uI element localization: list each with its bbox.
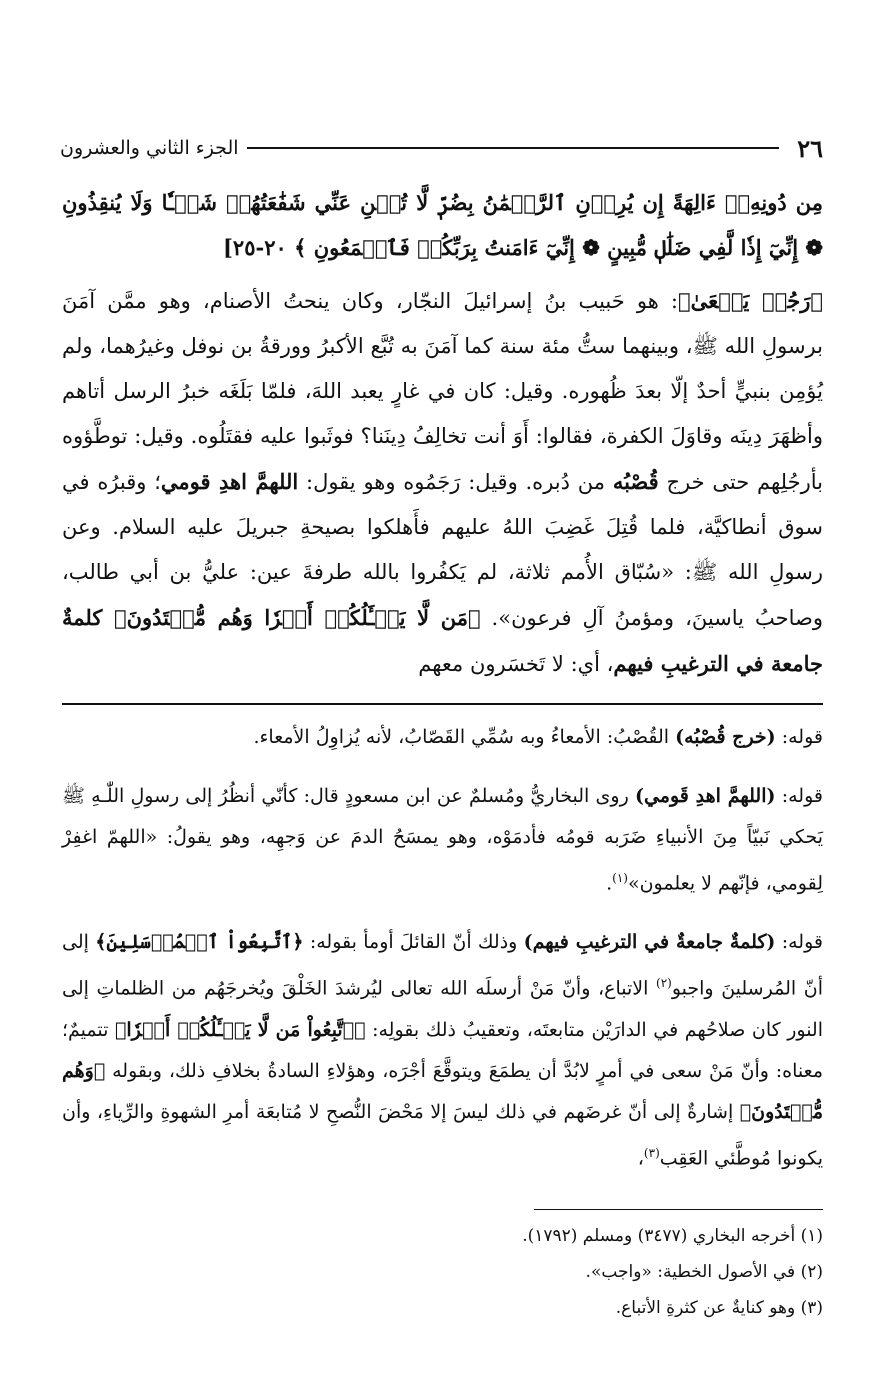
footnote-ref-2[interactable]: (٢): [656, 976, 672, 991]
note-3-verse-1: ﴿ٱتَّبِعُواْ ٱلۡمُرۡسَلِينَ﴾: [95, 931, 304, 954]
verse-line-2: إِنِّيٓ إِذٗا لَّفِي ضَلَٰلٖ مُّبِينٍ ❁ إِنِّيٓ ءَامَنتُ بِرَبِّكُمۡ فَٱسۡمَعُونِ ﴾ ٢٠-٢٥]: [222, 235, 799, 260]
note-3-text-e: إشارةٌ إلى أنّ غرضَهم في ذلك ليسَ إلا مَحْضَ النُّصحِ لا مُتابعَة أمرِ الشهوةِ والرِّياءِ، وأن يكونوا مُوطَّئي العَقِب: [62, 1100, 823, 1169]
page-number: ٢٦: [797, 133, 823, 163]
commentary-text-2: من دُبره. وقيل: رَجَمُوه وهو يقول:: [298, 470, 613, 494]
note-2-bold: (اللهمَّ اهدِ قَومي): [634, 785, 776, 807]
note-1-text: القُصْبُ: الأمعاءُ وبه سُمِّي القَصّابُ، لأنه يُزاوِلُ الأمعاء.: [253, 726, 676, 748]
commentary-bold-1: قُصْبُه: [612, 469, 659, 494]
footnote-1: (١) أخرجه البخاري (٣٤٧٧) ومسلم (١٧٩٢).: [522, 1225, 823, 1246]
gloss-note-1: [62, 717, 823, 758]
commentary-text-4: ، أي: لا تَخسَرون معهم: [418, 652, 614, 676]
note-3-text-d: تتميمٌ؛ معناه: وأنّ مَنْ سعى في أمرٍ لابُدَّ أن يطمَعَ ويتوقَّعَ أجْرَه، وهؤلاءِ السادةُ بخلافِ ذلك، وبقوله: [62, 1018, 823, 1082]
note-3-lead: قوله:: [775, 931, 823, 954]
note-3-verse-3: ﴿وَهُم مُّهۡتَدُونَ﴾: [62, 1059, 823, 1123]
note-1-lead: قوله:: [775, 726, 823, 748]
note-3-bold: (كلمةٌ جامعةٌ في الترغيبِ فيهم): [523, 931, 776, 954]
footnote-ref-3[interactable]: (٣): [643, 1145, 660, 1160]
note-3-text-a: وذلك أنّ القائلَ أومأ بقوله:: [303, 931, 524, 954]
running-title: الجزء الثاني والعشرون: [60, 137, 239, 159]
commentary-lead-verse: ﴿رَجُلٞ يَسۡعَىٰ﴾: [678, 288, 823, 313]
quran-verse: [62, 180, 823, 270]
commentary-bold-2: اللهمَّ اهدِ قومي: [160, 469, 299, 494]
gloss-note-3: [62, 922, 823, 1179]
page-header: [60, 128, 823, 168]
footnote-3: (٣) وهو كنايةٌ عن كثرةِ الأتباع.: [615, 1297, 823, 1318]
note-3-text-c: الاتباع، وأنّ مَنْ أرسلَه الله تعالى ليُرشدَ الخَلْقَ ويُخرجَهُم من الظلماتِ إلى النور كان صلاحُهم في الدارَيْن متابعتَه، وتعقيبُ ذلك بقولِه:: [62, 977, 824, 1041]
footnote-divider: [534, 1209, 823, 1210]
header-rule: [247, 147, 780, 149]
section-divider: [62, 703, 823, 705]
note-3-verse-2: ﴿ٱتَّبِعُواْ مَن لَّا يَسۡـَٔلُكُمۡ أَجۡرٗا﴾: [114, 1018, 366, 1041]
note-2-text: روى البخاريُّ ومُسلمٌ عن ابن مسعودٍ قال: كأنّي أنظُرُ إلى رسولِ اللّٰـهِ ﷺ يَحكي نَبيّاً مِنَ الأنبياءِ ضَرَبه قومُه فأدمَوْه، وهو يمسَحُ الدمَ عن وَجهِه، وهو يقولُ: «اللهمّ اغفِرْ لِقومي، فإنّهم لا يعلمون»: [62, 785, 823, 895]
note-3-end: ،: [637, 1146, 644, 1169]
note-2-lead: قوله:: [775, 785, 823, 807]
note-1-bold: (خرج قُصْبُه): [675, 726, 776, 748]
commentary-text-1: : هو حَبيب بنُ إسرائيلَ النجّار، وكان ينحتُ الأصنام، وهو ممَّن آمَنَ برسولِ الله ﷺ، وبينهما ستُّ مئة سنة كما آمَنَ به تُبَّع الأكبرُ وورقةُ بن نوفل وغيرُهما، ولم يُؤمِن بنبيٍّ أحدٌ إلّا بعدَ ظُهوره. وقيل: كان في غارٍ يعبد اللهَ، فلمّا بَلَغَه خبرُ الرسل أتاهم وأظهَرَ دِينَه وقاوَلَ الكفرة، فقالوا: أَوَ أنت تخالِفُ دِينَنا؟ فوثَبوا عليه فقتَلُوه. وقيل: توطَّؤوه بأرجُلِهم حتى خرج: [62, 289, 823, 494]
main-text: [62, 180, 823, 1326]
note-3-text-b: إلى أنّ المُرسلينَ واجبو: [62, 931, 823, 1000]
footnote-ref-1[interactable]: (١): [612, 871, 628, 885]
commentary-paragraph: [62, 278, 823, 687]
gloss-note-2: قوله: (اللهمَّ اهدِ قَومي) روى البخاريُّ ومُسلمٌ عن ابن مسعودٍ قال: كأنّي أنظُرُ إلى رسولِ اللّٰـهِ ﷺ يَحكي نَبيّاً مِنَ الأنبياءِ ضَرَبه قومُه فأدمَوْه، وهو يمسَحُ الدمَ عن وَجهِه، وهو يقولُ: «اللهمّ اغفِرْ لِقومي، فإنّهم لا يعلمون»$^{(١)}$.: [62, 785, 823, 895]
commentary-verse-2: ﴿مَن لَّا يَسۡـَٔلُكُمۡ أَجۡرٗا وَهُم مُّهۡتَدُونَ﴾: [113, 605, 481, 630]
footnote-2: (٢) في الأصول الخطية: «واجب».: [585, 1261, 823, 1282]
commentary-bold-3: كلمةٌ جامعة في الترغيبِ فيهم: [62, 605, 823, 676]
commentary-text-3: ؛ وقبرُه في سوق أنطاكيَّة، فلما قُتِلَ غَضِبَ اللهُ عليهم فأَهلكوا بصيحةِ جبريلَ عليه السلام. وعن رسولِ الله ﷺ: «سُبّاق الأُمم ثلاثة، لم يَكفُروا بالله طرفةَ عين: عليُّ بن أبي طالب، وصاحبُ ياسينَ، ومؤمنُ آلِ فرعون».: [62, 470, 823, 630]
verse-line-1: مِن دُونِهِۦٓ ءَالِهَةً إِن يُرِدۡنِ ٱلرَّحۡمَٰنُ بِضُرّٖ لَّا تُغۡنِ عَنِّي شَفَٰعَتُهُمۡ شَيۡـٔٗا وَلَا يُنقِذُونِ ❁: [62, 190, 823, 260]
